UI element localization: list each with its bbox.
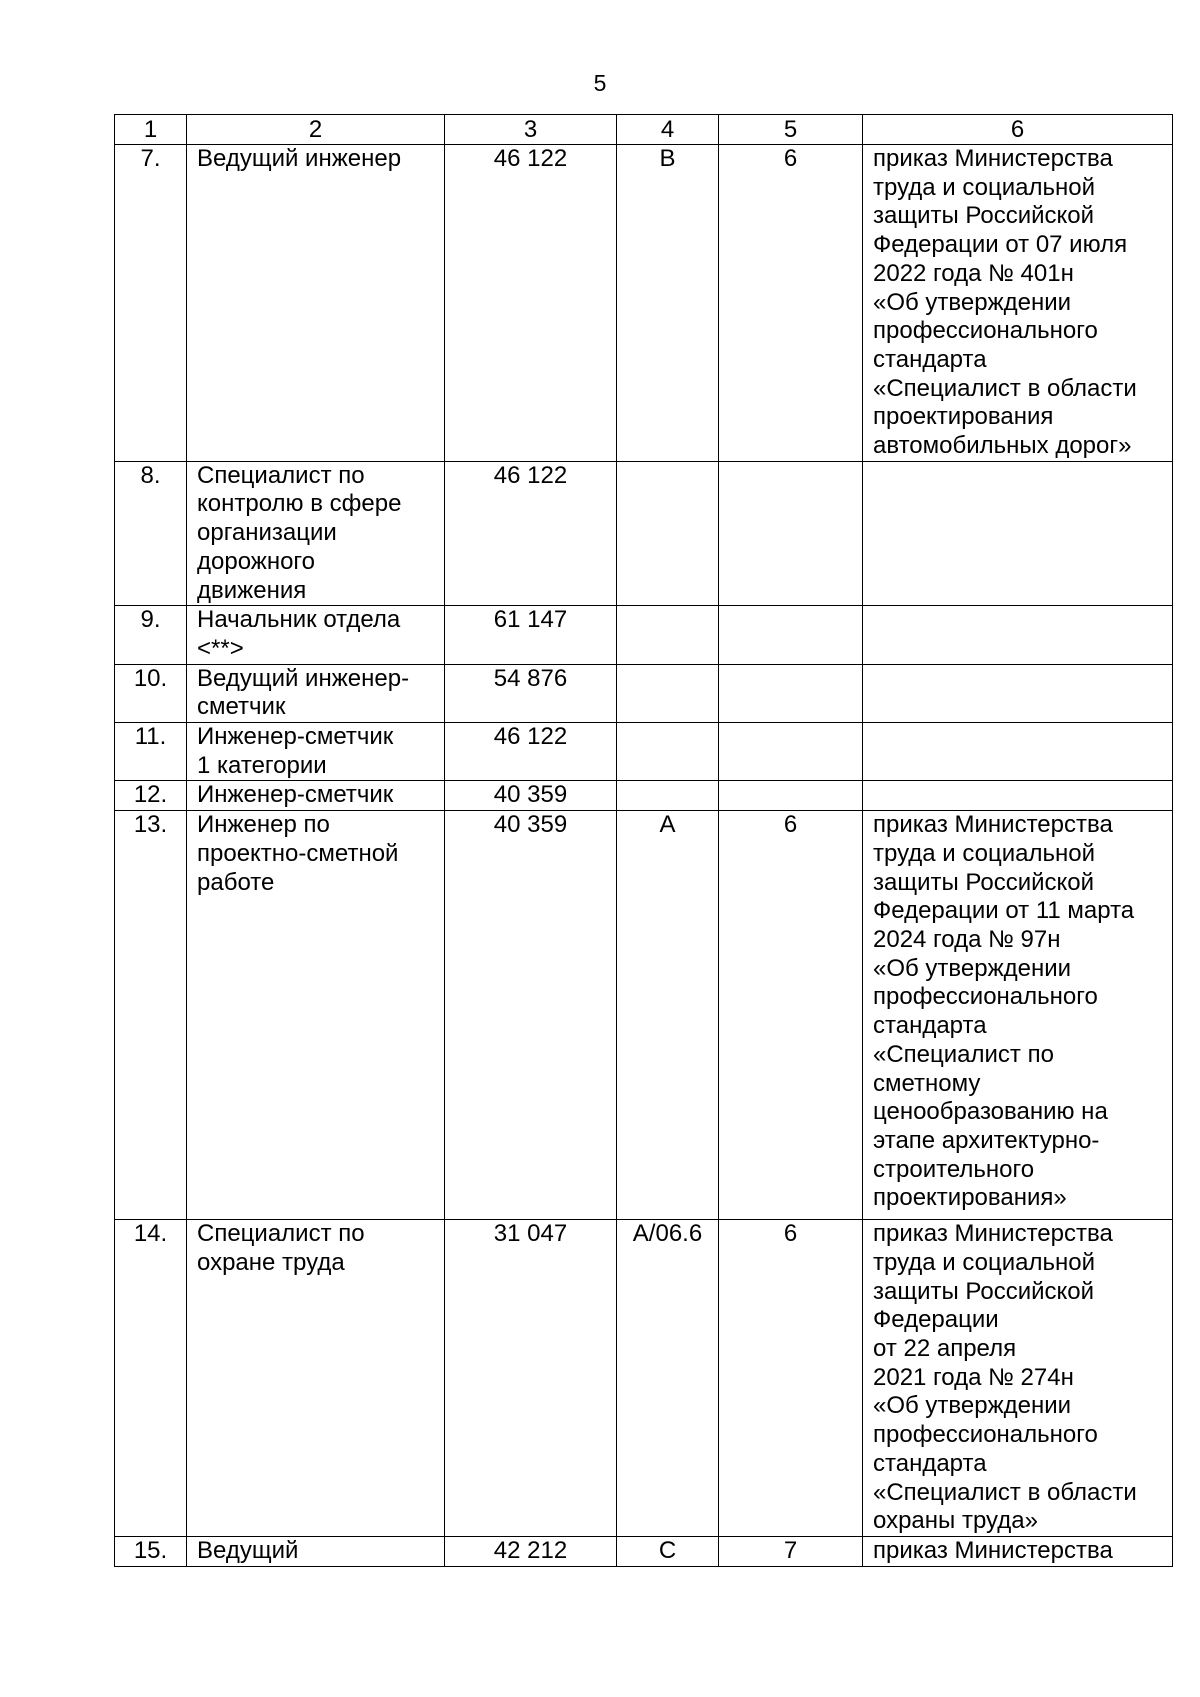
qualification-level: 6 [719,1220,863,1537]
function-code [617,723,719,781]
table-row [115,145,1173,462]
qualification-level: 7 [719,1536,863,1566]
standard-reference: приказ Министерства труда и социальной защиты Российской Федерации от 11 марта 2024 года № 97н «Об утверждении профессионального стандарта «Специалист по сметному ценообразованию на этапе архитектурно- строительного проектирования» [863,811,1173,1220]
salary-value: 46 122 [445,723,617,781]
table-row [115,781,1173,811]
salary-value: 46 122 [445,145,617,462]
function-code: A [617,811,719,1220]
position-title: Специалист по охране труда [187,1220,445,1537]
standard-reference [863,781,1173,811]
standard-reference [863,723,1173,781]
function-code: C [617,1536,719,1566]
table-header-row [115,115,1173,145]
salary-value: 54 876 [445,664,617,722]
row-number: 10. [115,664,187,722]
row-number: 13. [115,811,187,1220]
function-code [617,461,719,606]
qualification-level [719,723,863,781]
table-row [115,1220,1173,1537]
position-title: Инженер-сметчик 1 категории [187,723,445,781]
table-row [115,606,1173,664]
function-code [617,781,719,811]
qualification-level [719,606,863,664]
salary-value: 40 359 [445,811,617,1220]
qualification-level: 6 [719,811,863,1220]
qualification-level: 6 [719,145,863,462]
function-code: A/06.6 [617,1220,719,1537]
salary-value: 42 212 [445,1536,617,1566]
row-number: 11. [115,723,187,781]
column-header: 5 [719,115,863,145]
column-header: 3 [445,115,617,145]
row-number: 15. [115,1536,187,1566]
table-row [115,461,1173,606]
column-header: 6 [863,115,1173,145]
table-row [115,723,1173,781]
position-title: Инженер-сметчик [187,781,445,811]
standard-reference [863,664,1173,722]
salary-value: 40 359 [445,781,617,811]
row-number: 8. [115,461,187,606]
table-row [115,1536,1173,1566]
row-number: 7. [115,145,187,462]
standard-reference: приказ Министерства труда и социальной защиты Российской Федерации от 22 апреля 2021 года № 274н «Об утверждении профессионального стандарта «Специалист в области охраны труда» [863,1220,1173,1537]
row-number: 9. [115,606,187,664]
function-code [617,606,719,664]
position-title: Инженер по проектно-сметной работе [187,811,445,1220]
position-title: Специалист по контролю в сфере организации дорожного движения [187,461,445,606]
column-header: 4 [617,115,719,145]
function-code [617,664,719,722]
position-title: Ведущий инженер- сметчик [187,664,445,722]
position-title: Ведущий инженер [187,145,445,462]
page-number: 5 [593,70,607,96]
column-header: 2 [187,115,445,145]
salary-value: 61 147 [445,606,617,664]
row-number: 14. [115,1220,187,1537]
function-code: B [617,145,719,462]
column-header: 1 [115,115,187,145]
positions-table [114,114,1173,1567]
qualification-level [719,461,863,606]
position-title: Ведущий [187,1536,445,1566]
position-title: Начальник отдела <**> [187,606,445,664]
qualification-level [719,664,863,722]
salary-value: 31 047 [445,1220,617,1537]
standard-reference: приказ Министерства [863,1536,1173,1566]
salary-value: 46 122 [445,461,617,606]
qualification-level [719,781,863,811]
standard-reference: приказ Министерства труда и социальной защиты Российской Федерации от 07 июля 2022 года № 401н «Об утверждении профессионального стандарта «Специалист в области проектирования автомобильных дорог» [863,145,1173,462]
standard-reference [863,606,1173,664]
table-row [115,811,1173,1220]
standard-reference [863,461,1173,606]
table-row [115,664,1173,722]
row-number: 12. [115,781,187,811]
